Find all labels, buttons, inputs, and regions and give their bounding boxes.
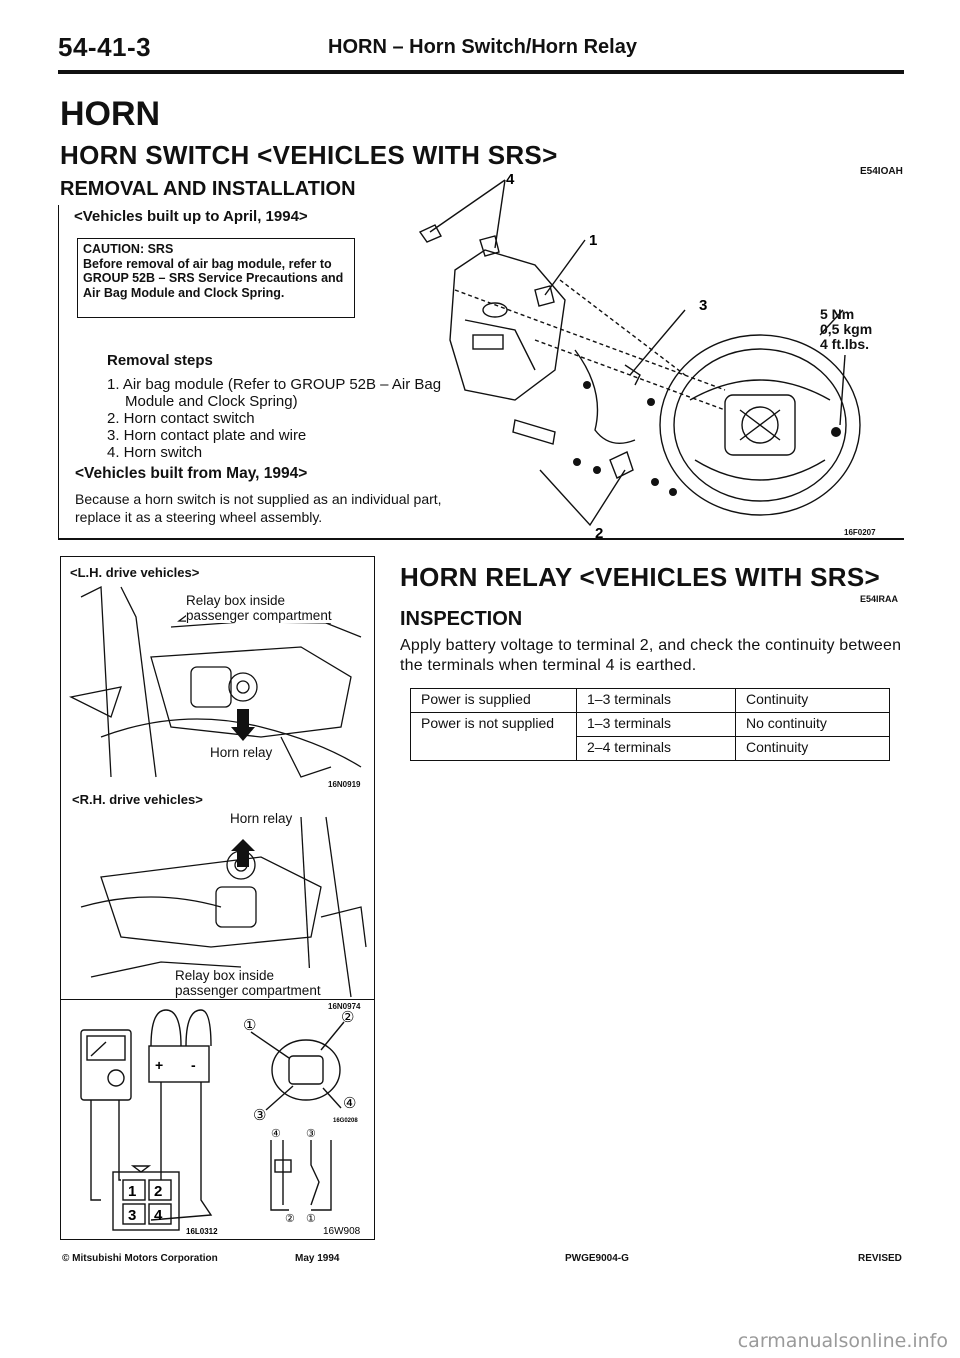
vehicles-late-text: Because a horn switch is not supplied as an individual part, replace it as a steering wheel assembly. [75,491,442,525]
terminal-mark-3: ③ [253,1107,267,1124]
removal-step: 3. Horn contact plate and wire [107,427,307,444]
removal-steps-title: Removal steps [107,352,213,369]
rh-relay-box-label [175,968,321,998]
circuit-terminal-3: ③ [306,1128,316,1140]
torque-kgm: 0,5 kgm [820,321,873,337]
callout-1: 1 [589,232,598,249]
rh-horn-relay-label: Horn relay [230,811,293,826]
caution-title: CAUTION: SRS [83,242,174,256]
vehicles-early-heading: <Vehicles built up to April, 1994> [74,208,308,225]
battery-minus: - [191,1057,196,1073]
callout-3: 3 [699,297,708,314]
caution-box [77,238,355,318]
connector-terminal-4: 4 [154,1207,163,1224]
torque-nm: 5 Nm [820,306,855,322]
relay-location-illustration [61,557,374,999]
header-rule [58,70,904,74]
horn-switch-title: HORN SWITCH <VEHICLES WITH SRS> [60,140,558,170]
rh-relay-box-line1: Relay box inside [175,968,275,983]
watermark: carmanualsonline.info [737,1330,948,1352]
rh-drive-label: <R.H. drive vehicles> [72,792,203,807]
terminal-mark-1: ① [243,1017,257,1034]
table-cell-condition: Power is supplied [411,689,577,713]
circuit-terminal-2: ② [285,1213,295,1225]
table-cell-terminals: 1–3 terminals [577,689,736,713]
battery-plus: + [155,1057,164,1073]
table-cell-result: Continuity [736,689,890,713]
footer-code: PWGE9004-G [565,1253,629,1264]
torque-ftlbs: 4 ft.lbs. [820,336,870,352]
meter-figure-number: 16L0312 [186,1227,218,1236]
rh-relay-box-line2: passenger compartment [175,983,321,998]
table-cell-result: No continuity [736,713,890,737]
table-cell-condition: Power is not supplied [411,713,577,761]
lh-drive-label: <L.H. drive vehicles> [70,565,200,580]
removal-step: 2. Horn contact switch [107,410,255,427]
caution-body: Before removal of air bag module, refer to GROUP 52B – SRS Service Precautions and Air Bag Module and Clock Spring. [83,256,344,300]
footer-date: May 1994 [295,1253,340,1264]
table-cell-result: Continuity [736,737,890,761]
relay-test-panel [60,1000,375,1240]
section-title-horn: HORN [60,95,161,133]
horn-switch-exploded-diagram [395,170,895,540]
terminal-mark-4: ④ [343,1095,357,1112]
vehicles-late-heading: <Vehicles built from May, 1994> [75,465,308,482]
terminal-mark-2: ② [341,1009,355,1026]
lh-relay-box-line2: passenger compartment [186,608,332,623]
lh-figure-number: 16N0919 [328,780,361,789]
figure-number-switch: 16F0207 [844,528,876,537]
connector-figure-number: 16G0208 [333,1118,358,1124]
table-row [411,689,890,713]
table-cell-terminals: 1–3 terminals [577,713,736,737]
table-cell-terminals: 2–4 terminals [577,737,736,761]
lh-relay-box-line1: Relay box inside [186,593,286,608]
inspection-title: INSPECTION [400,608,523,630]
lh-relay-box-label [186,593,332,623]
inspection-table [410,688,890,761]
relay-section-code: E54IRAA [860,594,899,604]
connector-terminal-2: 2 [154,1183,163,1200]
connector-terminal-1: 1 [128,1183,137,1200]
callout-4: 4 [506,171,515,188]
relay-test-illustration [61,1000,374,1238]
page-number: 54-41-3 [58,32,152,62]
circuit-terminal-1: ① [306,1213,316,1225]
removal-installation-title: REMOVAL AND INSTALLATION [60,178,356,200]
torque-spec [820,307,872,352]
table-row [411,713,890,737]
lh-horn-relay-label: Horn relay [210,745,273,760]
footer-copyright: © Mitsubishi Motors Corporation [62,1253,218,1264]
switch-section-code: E54IOAH [860,166,903,177]
rh-figure-number: 16N0974 [328,1002,361,1011]
callout-2: 2 [595,525,604,540]
removal-step: 4. Horn switch [107,444,203,461]
connector-terminal-3: 3 [128,1207,137,1224]
horn-relay-title: HORN RELAY <VEHICLES WITH SRS> [400,562,880,592]
running-title: HORN – Horn Switch/Horn Relay [328,36,637,58]
footer-status: REVISED [858,1253,902,1264]
circuit-terminal-4: ④ [271,1128,281,1140]
inspection-text: Apply battery voltage to terminal 2, and check the continuity between the terminals when terminal 4 is earthed. [400,637,902,674]
removal-step: 1. Air bag module (Refer to GROUP 52B – Air Bag Module and Clock Spring) [107,376,442,410]
circuit-figure-number: 16W908 [323,1226,361,1237]
